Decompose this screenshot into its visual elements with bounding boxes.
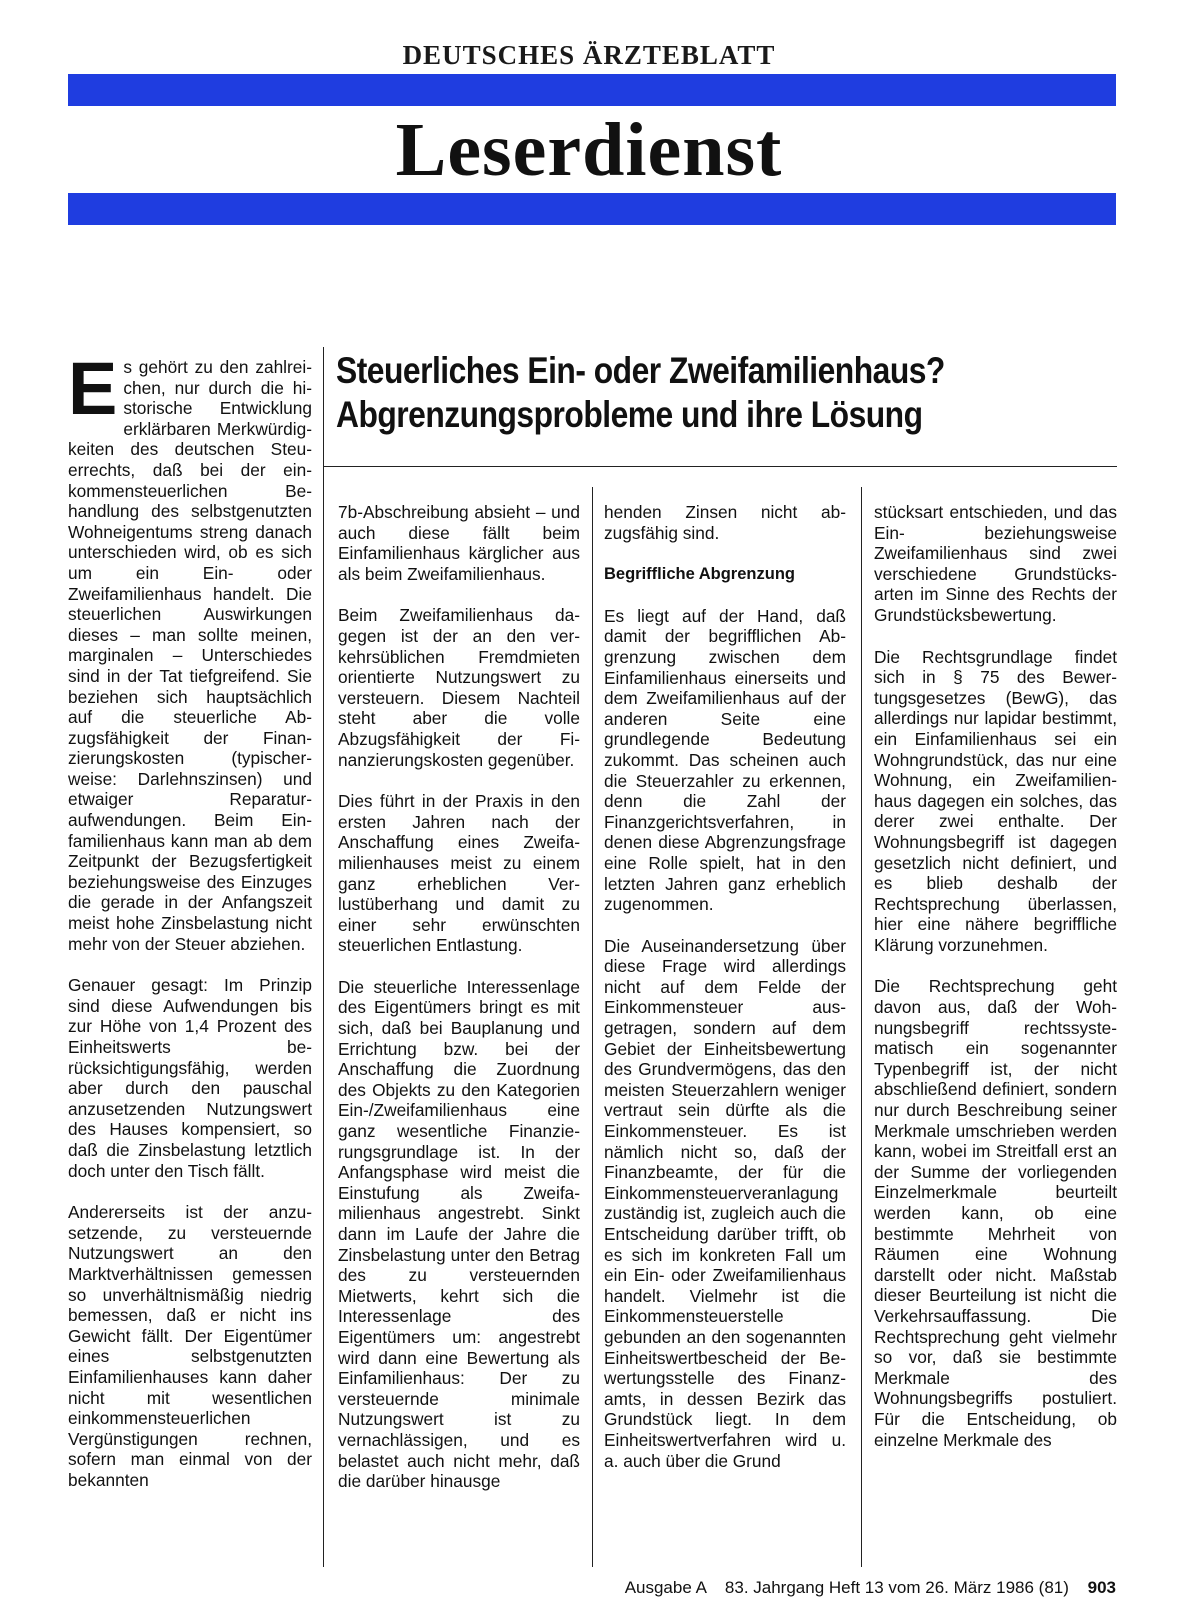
column-1-paragraph-1: 7b-Abschreibung absieht – und auch diese fällt beim Einfamilienhaus kärglicher aus als beim Zweifamilienhaus. xyxy=(338,502,580,584)
page-footer xyxy=(68,1578,1116,1598)
article-column-2 xyxy=(604,502,846,1492)
column-1-paragraph-2: Beim Zweifamilienhaus dagegen ist der an den verkehrsüblichen Fremdmieten orientierte Nutzungswert zu versteuern. Diesem Nachteil steht aber die volle Abzugsfähigkeit der Finanzierungskosten gegenüber. xyxy=(338,605,580,770)
column-3-paragraph-2: Die Rechtsgrundlage findet sich in § 75 des Bewertungsgesetzes (BewG), das allerdings nur lapidar bestimmt, ein Einfamilienhaus sei ein Wohngrundstück, das nur eine Wohnung, ein Zweifamilienhaus dagegen ein solches, das derer zwei enthalte. Der Wohnungsbegriff ist dagegen gesetzlich nicht definiert, und es blieb deshalb der Rechtsprechung überlassen, hier eine nähere begriffliche Klärung vorzunehmen. xyxy=(874,646,1117,955)
masthead: DEUTSCHES ÄRZTEBLATT xyxy=(402,40,776,70)
column-2-paragraph-3: Die Auseinandersetzung über diese Frage wird allerdings nicht auf dem Felde der Einkommensteuer ausgetragen, sondern auf dem Gebiet der Einheitsbewertung des Grundvermögens, das den meisten Steuerzahlern weniger vertraut sein dürfte als die Einkommensteuer. Es ist nämlich nicht so, daß der Finanzbeamte, der für die Einkommensteuerveranlagung zuständig ist, zugleich auch die Entscheidung darüber trifft, ob es sich im konkreten Fall um ein Ein- oder Zweifamilienhaus handelt. Vielmehr ist die Einkommensteuerstelle gebunden an den sogenannten Einheitswertbescheid der Bewertungsstelle des Finanzamts, in dessen Bezirk das Grundstück liegt. In dem Einheitswertverfahren wird u. a. auch über die Grund xyxy=(604,935,846,1471)
intro-column xyxy=(68,347,312,1511)
column-1-paragraph-4: Die steuerliche Interessenlage des Eigentümers bringt es mit sich, daß bei Bauplanung und Errichtung bzw. bei der Anschaffung die Zuordnung des Objekts zu den Kategorien Ein-/Zweifamilienhaus eine ganz wesentliche Finanzierungsgrundlage ist. In der Anfangsphase wird meist die Einstufung als Zweifamilienhaus angestrebt. Sinkt dann im Laufe der Jahre die Zinsbelastung unter den Betrag des zu versteuernden Mietwerts, kehrt sich die Interessenlage des Eigentümers um: angestrebt wird dann eine Bewertung als Einfamilienhaus: Der zu versteuernde minimale Nutzungswert ist zu vernachlässigen, und es belastet auch nicht mehr, daß die darüber hinausge xyxy=(338,976,580,1492)
column-2-paragraph-2: Es liegt auf der Hand, daß damit der begrifflichen Abgrenzung zwischen dem Einfamilienhaus einerseits und dem Zweifamilienhaus auf der anderen Seite eine grundlegende Bedeutung zukommt. Das scheinen auch die Steuerzahler zu erkennen, denn die Zahl der Finanzgerichtsverfahren, in denen diese Abgrenzungsfrage eine Rolle spielt, hat in den letzten Jahren ganz erheblich zugenommen. xyxy=(604,605,846,915)
top-color-band xyxy=(68,74,1116,106)
section-title: Leserdienst xyxy=(395,108,783,192)
article-column-3 xyxy=(874,502,1117,1471)
headline-line-1: Steuerliches Ein- oder Zweifamilienhaus? xyxy=(336,350,945,391)
bottom-color-band xyxy=(68,193,1116,225)
section-subheading: Begriffliche Abgrenzung xyxy=(604,565,795,584)
column-2-paragraph-1: henden Zinsen nicht abzugsfähig sind. xyxy=(604,502,846,543)
column-3-paragraph-1: stücksart entschieden, und das Ein- beziehungsweise Zweifamilienhaus sind zwei verschiedene Grundstücksarten im Sinne des Rechts der Grundstücksbewertung. xyxy=(874,502,1117,625)
intro-paragraph-2: Genauer gesagt: Im Prinzip sind diese Aufwendungen bis zur Höhe von 1,4 Prozent des Einheitswerts berücksichtigungsfähig, werden aber durch den pauschal anzusetzenden Nutzungswert des Hauses kompensiert, so daß die Zinsbelastung letztlich doch unter den Tisch fällt. xyxy=(68,975,312,1181)
headline-rule xyxy=(324,466,1117,467)
footer-issue: 83. Jahrgang Heft 13 vom 26. März 1986 (81) xyxy=(724,1578,1069,1597)
column-divider-1 xyxy=(323,347,324,1567)
footer-edition: Ausgabe A xyxy=(624,1578,706,1597)
column-3-paragraph-3: Die Rechtsprechung geht davon aus, daß der Wohnungsbegriff rechtssystematisch ein sogenannter Typenbegriff ist, der nicht abschließend definiert, sondern nur durch Beschreibung seiner Merkmale umschrieben werden kann, wobei im Streitfall erst an der Summe der vorliegenden Einzelmerkmale beurteilt werden kann, ob eine bestimmte Mehrheit von Räumen eine Wohnung darstellt oder nicht. Maßstab dieser Beurteilung ist nicht die Verkehrsauffassung. Die Rechtsprechung geht vielmehr so vor, daß sie bestimmte Merkmale des Wohnungsbegriffs postuliert. Für die Entscheidung, ob einzelne Merkmale des xyxy=(874,976,1117,1450)
article-column-1 xyxy=(338,502,580,1513)
article-headline xyxy=(336,349,1015,437)
intro-paragraph-3: Andererseits ist der anzusetzende, zu versteuernde Nutzungswert an den Marktverhältnissen gemessen so unverhältnismäßig niedrig bemessen, daß er nicht ins Gewicht fällt. Der Eigentümer eines selbstgenutzten Einfamilienhauses kann daher nicht mit wesentlichen einkommensteuerlichen Vergünstigungen rechnen, sofern man einmal von der bekannten xyxy=(68,1202,312,1490)
drop-cap: E xyxy=(68,347,118,430)
intro-paragraph-1-text: s gehört zu den zahlreichen, nur durch die historische Entwicklung erklärbaren Merkwürdigkeiten des deutschen Steuerrechts, daß bei der einkommensteuerlichen Behandlung des selbstgenutzten Wohneigentums streng danach unterschieden wird, ob es sich um ein Ein- oder Zweifamilienhaus handelt. Die steuerlichen Auswirkungen dieses – man sollte meinen, marginalen – Unterschiedes sind in der Tat tiefgreifend. Sie beziehen sich hauptsächlich auf die steuerliche Abzugsfähigkeit der Finanzierungskosten (typischerweise: Darlehnszinsen) und etwaiger Reparaturaufwendungen. Beim Einfamilienhaus kann man ab dem Zeitpunkt der Bezugsfertigkeit beziehungsweise des Einzuges die gerade in der Anfangszeit meist hohe Zinsbelastung nicht mehr von der Steuer abziehen. xyxy=(68,357,312,954)
page-number: 903 xyxy=(1087,1578,1116,1597)
column-divider-2 xyxy=(592,487,593,1567)
intro-paragraph-1 xyxy=(68,347,312,954)
column-1-paragraph-3: Dies führt in der Praxis in den ersten Jahren nach der Anschaffung eines Zweifamilienhauses meist zu einem ganz erheblichen Verlustüberhang und damit zu einer sehr erwünschten steuerlichen Entlastung. xyxy=(338,791,580,956)
headline-line-2: Abgrenzungsprobleme und ihre Lösung xyxy=(336,394,923,435)
column-divider-3 xyxy=(861,487,862,1567)
